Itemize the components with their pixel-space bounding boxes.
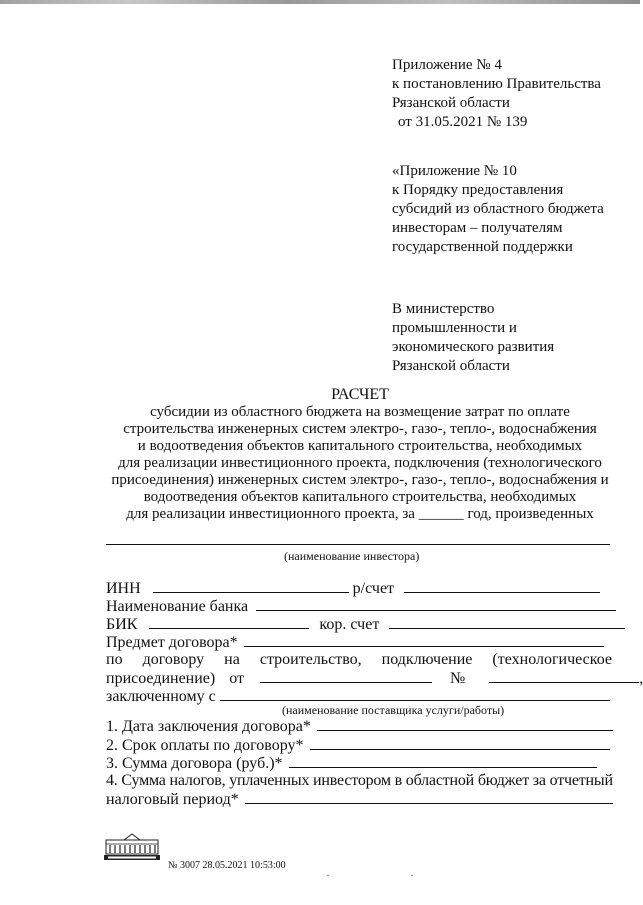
document-title (100, 386, 620, 523)
comma: , (639, 670, 643, 687)
bik-label: БИК (106, 616, 138, 633)
scan-edge (0, 0, 640, 4)
bik-row (106, 614, 612, 634)
item4-label: 4. Сумма налогов, уплаченных инвестором в областной бюджет за отчетный (106, 772, 613, 789)
investor-name-line[interactable] (106, 544, 610, 545)
appendix10-header (392, 162, 604, 257)
title-line: строительства инженерных систем электро-, газо-, тепло-, водоснабжения (123, 421, 597, 437)
item3-label: 3. Сумма договора (руб.)* (106, 755, 283, 772)
title-line: для реализации инвестиционного проекта, подключения (технологического (118, 455, 602, 471)
appendix-header (392, 56, 601, 132)
corr-field[interactable] (389, 614, 625, 629)
item1-field[interactable] (317, 716, 613, 731)
number-label: № (450, 670, 466, 687)
investor-caption: (наименование инвестора) (284, 549, 420, 563)
contract-word: по (106, 651, 123, 668)
corr-label: кор. счет (319, 616, 380, 633)
bik-field[interactable] (149, 614, 309, 629)
contract-word: на (224, 651, 240, 668)
item2-label: 2. Срок оплаты по договору* (106, 737, 304, 754)
subject-field[interactable] (244, 632, 604, 647)
account-field[interactable] (404, 578, 600, 593)
item3-field[interactable] (289, 753, 597, 768)
contract-word: подключение (381, 651, 473, 668)
supplier-caption: (наименование поставщика услуги/работы) (282, 703, 505, 717)
contract-word: строительство, (259, 651, 362, 668)
contract-number-field[interactable] (489, 668, 639, 683)
recipient-line: экономического развития (392, 339, 555, 355)
account-label: р/счет (352, 580, 395, 597)
scan-speck: · (410, 868, 414, 882)
appendix-line: Рязанской области (392, 95, 510, 111)
from-label: от (229, 670, 245, 687)
connection-row (106, 668, 643, 688)
title-line: субсидии из областного бюджета на возмещение затрат по оплате (150, 404, 570, 420)
contract-date-field[interactable] (260, 668, 432, 683)
subject-label: Предмет договора* (106, 634, 238, 651)
bank-field[interactable] (256, 596, 616, 611)
inn-row (106, 578, 612, 598)
appendix-line: к постановлению Правительства (392, 76, 601, 92)
item4-field[interactable] (245, 789, 613, 804)
appendix10-line: инвесторам – получателям (392, 220, 563, 236)
item4-row (106, 771, 612, 790)
contract-word: договору (142, 651, 205, 668)
item2-row (106, 735, 612, 755)
contract-word: (технологическое (492, 651, 612, 668)
inn-label: ИНН (106, 580, 141, 597)
title-line: для реализации инвестиционного проекта, за ______ год, произведенных (126, 506, 594, 522)
title-line: присоединения) инженерных систем электро-, газо-, тепло-, водоснабжения и (111, 472, 609, 488)
recipient-line: В министерство (392, 301, 495, 317)
concluded-label: заключенному с (106, 688, 216, 705)
scan-speck: · (326, 868, 330, 882)
title-heading: РАСЧЕТ (331, 386, 389, 403)
item3-row (106, 753, 612, 773)
appendix-date: от 31.05.2021 № 139 (398, 114, 528, 130)
appendix10-line: государственной поддержки (392, 239, 573, 255)
item4b-row (106, 789, 612, 809)
supplier-field[interactable] (220, 686, 610, 701)
item1-label: 1. Дата заключения договора* (106, 718, 311, 735)
title-line: водоотведения объектов капитального строительства, необходимых (143, 489, 577, 505)
appendix10-line: «Приложение № 10 (392, 163, 517, 179)
appendix10-line: к Порядку предоставления (392, 182, 564, 198)
recipient-block (392, 300, 554, 376)
building-logo-icon (100, 832, 164, 864)
title-line: и водоотведения объектов капитального строительства, необходимых (137, 438, 583, 454)
recipient-line: промышленности и (392, 320, 517, 336)
inn-field[interactable] (153, 578, 349, 593)
document-number: № 3007 28.05.2021 10:53:00 (168, 860, 286, 871)
bank-label: Наименование банка (106, 598, 249, 615)
item2-field[interactable] (310, 735, 610, 750)
appendix10-line: субсидий из областного бюджета (392, 201, 604, 217)
appendix-line: Приложение № 4 (392, 57, 502, 73)
bank-row (106, 596, 612, 616)
connection-label: присоединение) (106, 670, 216, 687)
recipient-line: Рязанской области (392, 358, 510, 374)
item4b-label: налоговый период* (106, 791, 239, 808)
item1-row (106, 716, 612, 736)
contract-row (106, 650, 612, 669)
subject-row (106, 632, 612, 652)
